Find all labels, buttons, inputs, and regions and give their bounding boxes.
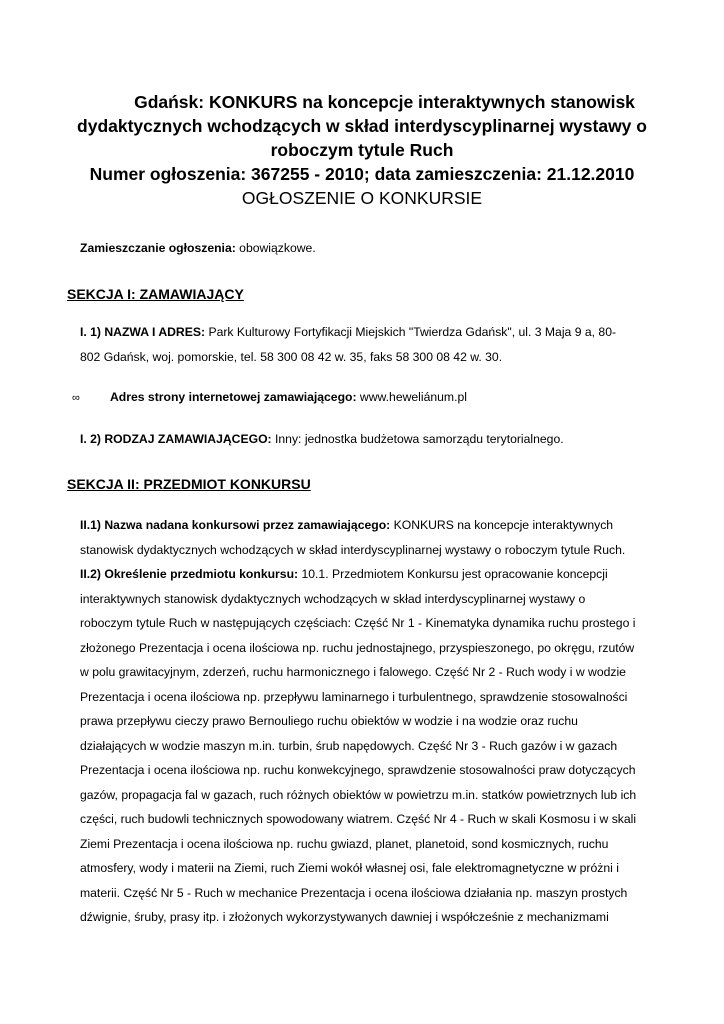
name-address-line-2: 802 Gdańsk, woj. pomorskie, tel. 58 300 08 42 w. 35, faks 58 300 08 42 w. 30. <box>80 349 503 364</box>
title-line-1: Gdańsk: KONKURS na koncepcje interaktywnych stanowisk <box>134 92 635 112</box>
competition-name-label: II.1) Nazwa nadana konkursowi przez zamawiającego: <box>80 518 391 532</box>
contracting-type-label: I. 2) RODZAJ ZAMAWIAJĄCEGO: <box>80 432 272 446</box>
subject-line: części, ruch budowli technicznych spowodowany wiatrem. Część Nr 4 - Ruch w skali Kosmosu i w skali <box>80 812 637 826</box>
competition-name-line-1: KONKURS na koncepcje interaktywnych <box>393 518 614 532</box>
subject-line: działających w wodzie maszyn m.in. turbin, śrub napędowych. Część Nr 3 - Ruch gazów i w gazach <box>80 738 618 753</box>
document-subtitle: OGŁOSZENIE O KONKURSIE <box>241 188 483 208</box>
subject-line: Ziemi Prezentacja i ocena ilościowa np. ruchu gwiazd, planet, planetoid, sond kosmicznych, ruchu <box>80 836 609 851</box>
subject-line: materii. Część Nr 5 - Ruch w mechanice Prezentacja i ocena ilościowa działania np. maszyn prostych <box>80 885 628 900</box>
title-line-3: roboczym tytule Ruch <box>270 140 454 160</box>
bullet-icon: ∞ <box>72 392 80 404</box>
website-row <box>72 389 672 406</box>
subject-line: w polu grawitacyjnym, zderzeń, ruchu harmonicznego i falowego. Część Nr 2 - Ruch wody i w wodzie <box>80 665 626 679</box>
announcement-number: Numer ogłoszenia: 367255 - 2010; data zamieszczenia: 21.12.2010 <box>89 164 635 184</box>
section-2-body <box>80 513 660 930</box>
competition-name-line-2: stanowisk dydaktycznych wchodzących w skład interdyscyplinarnej wystawy o roboczym tytule Ruch. <box>80 542 626 557</box>
publication-value: obowiązkowe. <box>239 241 316 255</box>
name-address-block <box>80 320 660 369</box>
subject-first-line: 10.1. Przedmiotem Konkursu jest opracowanie koncepcji <box>301 567 608 581</box>
website-link[interactable]: www.heweliánum.pl <box>359 390 467 404</box>
subject-line: prawa przepływu cieczy prawo Bernouliego ruchu obiektów w wodzie i na wodzie oraz ruchu <box>80 714 578 728</box>
title-line-2: dydaktycznych wchodzących w skład interdyscyplinarnej wystawy o <box>77 116 647 136</box>
document-title <box>60 90 664 210</box>
publication-label: Zamieszczanie ogłoszenia: <box>80 241 236 255</box>
subject-line: złożonego Prezentacja i ocena ilościowa np. ruchu jednostajnego, przyspieszonego, po okręgu, rzutów <box>80 640 635 655</box>
section-1-heading: SEKCJA I: ZAMAWIAJĄCY <box>67 286 244 302</box>
name-address-line-1: Park Kulturowy Fortyfikacji Miejskich "Twierdza Gdańsk", ul. 3 Maja 9 a, 80- <box>208 325 617 339</box>
subject-line: Prezentacja i ocena ilościowa np. ruchu konwekcyjnego, sprawdzenie stosowalności praw dotyczących <box>80 763 636 777</box>
subject-line: interaktywnych stanowisk dydaktycznych wchodzących w skład interdyscyplinarnej wystawy o <box>80 591 586 606</box>
contracting-type-value: Inny: jednostka budżetowa samorządu terytorialnego. <box>275 432 564 446</box>
subject-line: Prezentacja i ocena ilościowa np. przepływu laminarnego i turbulentnego, sprawdzenie stosowalności <box>80 689 628 704</box>
subject-label: II.2) Określenie przedmiotu konkursu: <box>80 567 299 581</box>
subject-line: atmosfery, wody i materii na Ziemi, ruch Ziemi wokół własnej osi, fale elektromagnetyczne w próżni i <box>80 861 619 875</box>
website-label: Adres strony internetowej zamawiającego: <box>110 390 357 404</box>
contracting-type <box>80 427 660 452</box>
subject-line: gazów, propagacja fal w gazach, ruch różnych obiektów w powietrzu m.in. statków powietrznych lub ich <box>80 787 637 802</box>
section-2-heading: SEKCJA II: PRZEDMIOT KONKURSU <box>67 476 311 492</box>
publication-type <box>80 236 660 261</box>
subject-line: roboczym tytule Ruch w następujących częściach: Część Nr 1 - Kinematyka dynamika ruchu prostego i <box>80 616 636 630</box>
name-address-label: I. 1) NAZWA I ADRES: <box>80 325 206 339</box>
subject-line: dźwignie, śruby, prasy itp. i złożonych wykorzystywanych dawniej i współcześnie z mechanizmami <box>80 910 609 924</box>
